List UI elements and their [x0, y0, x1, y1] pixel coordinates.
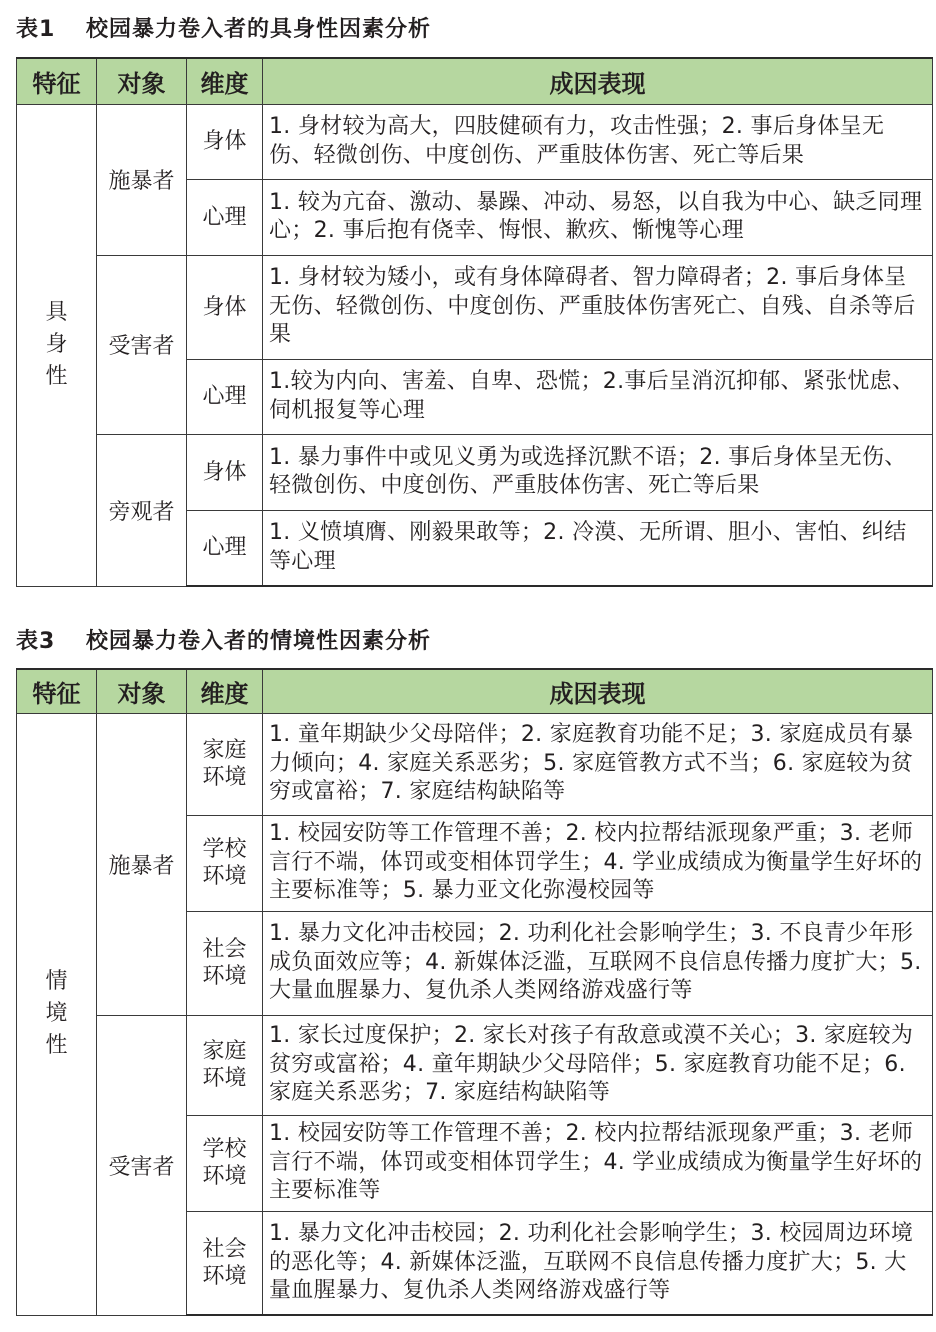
- cause-cell: 1.较为内向、害羞、自卑、恐慌；2.事后呈消沉抑郁、紧张忧虑、伺机报复等心理: [263, 359, 933, 434]
- table3-header-feature: 特征: [17, 669, 97, 713]
- subject-cell: 受害者: [97, 255, 187, 434]
- table1-feature-cell: 具 身 性: [17, 104, 97, 586]
- table1-header-feature: 特征: [17, 58, 97, 104]
- table1-caption-number: 表1: [16, 17, 56, 42]
- dimension-cell: 身体: [187, 104, 263, 179]
- dimension-cell: 学校 环境: [187, 1115, 263, 1211]
- dimension-cell: 身体: [187, 434, 263, 510]
- table-row: [17, 434, 933, 510]
- cause-cell: 1. 家长过度保护；2. 家长对孩子有敌意或漠不关心；3. 家庭较为贫穷或富裕；4. 童年期缺少父母陪伴；5. 家庭教育功能不足；6. 家庭关系恶劣；7. 家庭结构缺陷等: [263, 1015, 933, 1115]
- cause-cell: 1. 身材较为高大，四肢健硕有力，攻击性强；2. 事后身体呈无伤、轻微创伤、中度创伤、严重肢体伤害、死亡等后果: [263, 104, 933, 179]
- cause-cell: 1. 童年期缺少父母陪伴；2. 家庭教育功能不足；3. 家庭成员有暴力倾向；4. 家庭关系恶劣；5. 家庭管教方式不当；6. 家庭较为贫穷或富裕；7. 家庭结构缺陷等: [263, 713, 933, 815]
- table3-caption-title: 校园暴力卷入者的情境性因素分析: [86, 629, 432, 654]
- table1: [16, 57, 933, 587]
- dimension-cell: 社会 环境: [187, 911, 263, 1015]
- table1-header-dimension: 维度: [187, 58, 263, 104]
- cause-cell: 1. 暴力事件中或见义勇为或选择沉默不语；2. 事后身体呈无伤、轻微创伤、中度创伤、严重肢体伤害、死亡等后果: [263, 434, 933, 510]
- table-row: [17, 255, 933, 359]
- table3-header-dimension: 维度: [187, 669, 263, 713]
- subject-cell: 施暴者: [97, 713, 187, 1015]
- cause-cell: 1. 较为亢奋、激动、暴躁、冲动、易怒，以自我为中心、缺乏同理心；2. 事后抱有侥幸、悔恨、歉疚、惭愧等心理: [263, 179, 933, 255]
- table1-header-cause: 成因表现: [263, 58, 933, 104]
- cause-cell: 1. 校园安防等工作管理不善；2. 校内拉帮结派现象严重；3. 老师言行不端，体罚或变相体罚学生；4. 学业成绩成为衡量学生好坏的主要标准等: [263, 1115, 933, 1211]
- table-row: [17, 104, 933, 179]
- table-row: [17, 1015, 933, 1115]
- subject-cell: 旁观者: [97, 434, 187, 586]
- table3-feature-cell: 情 境 性: [17, 713, 97, 1315]
- dimension-cell: 家庭 环境: [187, 1015, 263, 1115]
- table3-header-subject: 对象: [97, 669, 187, 713]
- cause-cell: 1. 暴力文化冲击校园；2. 功利化社会影响学生；3. 不良青少年形成负面效应等；4. 新媒体泛滥，互联网不良信息传播力度扩大；5. 大量血腥暴力、复仇杀人类网络游戏盛行等: [263, 911, 933, 1015]
- table3-header-row: [17, 669, 933, 713]
- table1-caption-title: 校园暴力卷入者的具身性因素分析: [86, 17, 432, 42]
- dimension-cell: 学校 环境: [187, 815, 263, 911]
- dimension-cell: 社会 环境: [187, 1211, 263, 1315]
- dimension-cell: 心理: [187, 179, 263, 255]
- dimension-cell: 家庭 环境: [187, 713, 263, 815]
- table3-caption: [16, 624, 431, 655]
- cause-cell: 1. 身材较为矮小，或有身体障碍者、智力障碍者；2. 事后身体呈无伤、轻微创伤、中度创伤、严重肢体伤害死亡、自残、自杀等后果: [263, 255, 933, 359]
- table3: [16, 668, 933, 1316]
- table1-header-row: [17, 58, 933, 104]
- dimension-cell: 身体: [187, 255, 263, 359]
- cause-cell: 1. 校园安防等工作管理不善；2. 校内拉帮结派现象严重；3. 老师言行不端，体罚或变相体罚学生；4. 学业成绩成为衡量学生好坏的主要标准等；5. 暴力亚文化弥漫校园等: [263, 815, 933, 911]
- table-row: [17, 713, 933, 815]
- cause-cell: 1. 暴力文化冲击校园；2. 功利化社会影响学生；3. 校园周边环境的恶化等；4. 新媒体泛滥，互联网不良信息传播力度扩大；5. 大量血腥暴力、复仇杀人类网络游戏盛行等: [263, 1211, 933, 1315]
- table3-header-cause: 成因表现: [263, 669, 933, 713]
- dimension-cell: 心理: [187, 510, 263, 586]
- subject-cell: 施暴者: [97, 104, 187, 255]
- dimension-cell: 心理: [187, 359, 263, 434]
- table1-caption: [16, 12, 431, 43]
- table1-header-subject: 对象: [97, 58, 187, 104]
- table3-caption-number: 表3: [16, 629, 56, 654]
- subject-cell: 受害者: [97, 1015, 187, 1315]
- cause-cell: 1. 义愤填膺、刚毅果敢等；2. 冷漠、无所谓、胆小、害怕、纠结等心理: [263, 510, 933, 586]
